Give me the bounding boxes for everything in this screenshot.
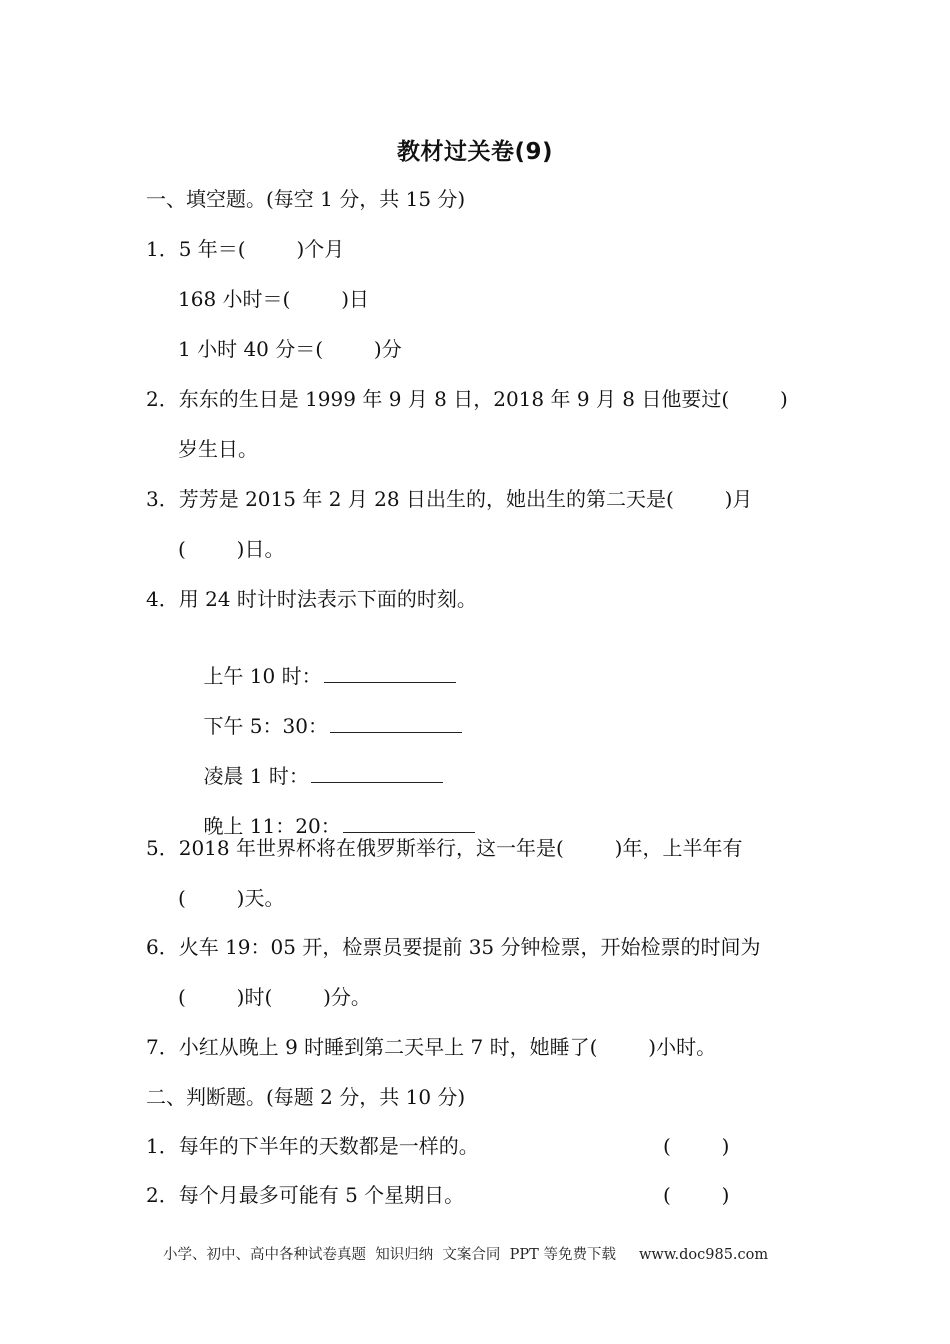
page-title: 教材过关卷(9): [396, 139, 554, 165]
q4-item-2-label: 下午 5：30：: [203, 714, 328, 738]
judge-item-2-text: 2．每个月最多可能有 5 个星期日。: [146, 1183, 465, 1207]
q2-line-a: 2．东东的生日是 1999 年 9 月 8 日，2018 年 9 月 8 日他要过( ): [146, 387, 788, 411]
q1-line-a: 1．5 年＝( )个月: [146, 237, 345, 261]
q4-item-4-label: 晚上 11：20：: [203, 814, 341, 838]
answer-blank[interactable]: [343, 812, 475, 833]
section1-heading: 一、填空题。(每空 1 分，共 15 分): [146, 187, 466, 211]
answer-blank[interactable]: [330, 712, 462, 733]
judge-item-1-answer-box[interactable]: ( ): [663, 1134, 730, 1158]
q5-line-b: ( )天。: [178, 886, 285, 910]
q6-line-b: ( )时( )分。: [178, 985, 371, 1009]
q2-line-b: 岁生日。: [178, 437, 258, 461]
q5-line-a: 5．2018 年世界杯将在俄罗斯举行，这一年是( )年，上半年有: [146, 836, 743, 860]
answer-blank[interactable]: [311, 762, 443, 783]
q3-line-b: ( )日。: [178, 537, 285, 561]
judge-item-2-answer-box[interactable]: ( ): [663, 1183, 730, 1207]
q1-line-c: 1 小时 40 分＝( )分: [178, 337, 402, 361]
q3-line-a: 3．芳芳是 2015 年 2 月 28 日出生的，她出生的第二天是( )月: [146, 487, 753, 511]
q1-line-b: 168 小时＝( )日: [178, 287, 369, 311]
q4-stem: 4．用 24 时计时法表示下面的时刻。: [146, 587, 477, 611]
footer-text: 小学、初中、高中各种试卷真题 知识归纳 文案合同 PPT 等免费下载 www.doc985.com: [163, 1247, 769, 1263]
section2-heading: 二、判断题。(每题 2 分，共 10 分): [146, 1085, 466, 1109]
answer-blank[interactable]: [324, 662, 456, 683]
q7-line-a: 7．小红从晚上 9 时睡到第二天早上 7 时，她睡了( )小时。: [146, 1035, 717, 1059]
q6-line-a: 6．火车 19：05 开，检票员要提前 35 分钟检票，开始检票的时间为: [146, 935, 761, 959]
q4-item-3-label: 凌晨 1 时：: [203, 764, 309, 788]
q4-item-1-label: 上午 10 时：: [203, 664, 322, 688]
judge-item-1-text: 1．每年的下半年的天数都是一样的。: [146, 1134, 479, 1158]
